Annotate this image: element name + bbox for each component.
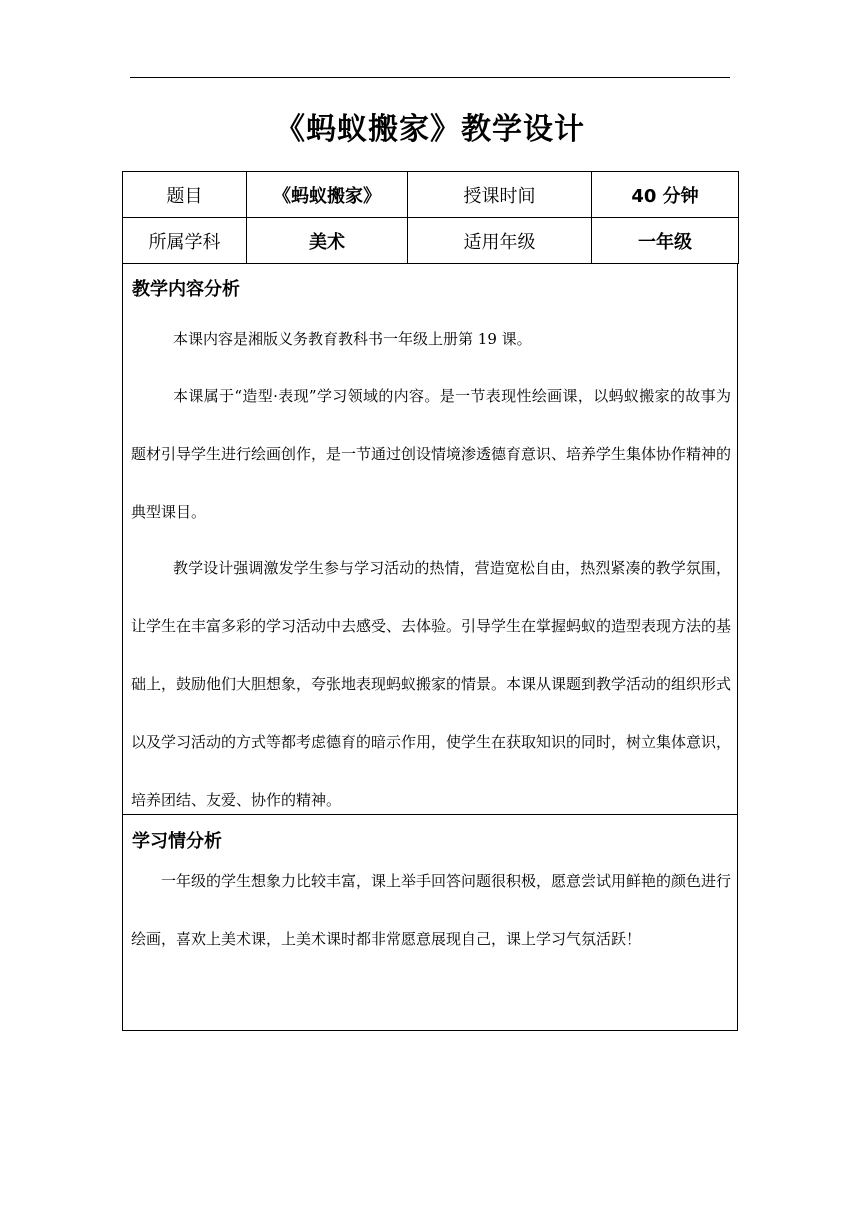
content-paragraph: 本课内容是湘版义务教育教科书一年级上册第 19 课。 [173, 330, 532, 348]
content-paragraph: 本课属于“造型·表现”学习领域的内容。是一节表现性绘画课，以蚂蚁搬家的故事为题材引导学生进行绘画创作，是一节通过创设情境渗透德育意识、培养学生集体协作精神的典型课目。 [131, 387, 732, 521]
table-row [123, 218, 739, 264]
discipline-label: 所属学科 [123, 218, 247, 264]
discipline-value: 美术 [247, 218, 408, 264]
subject-label: 题目 [123, 172, 247, 218]
grade-label: 适用年级 [408, 218, 592, 264]
subject-value: 《蚂蚁搬家》 [247, 172, 408, 218]
content-analysis-section [122, 263, 738, 815]
table-row [123, 172, 739, 218]
duration-value: 40 分钟 [592, 172, 739, 218]
info-table [122, 171, 739, 264]
document-title: 《蚂蚁搬家》教学设计 [275, 112, 585, 147]
duration-label: 授课时间 [408, 172, 592, 218]
learner-analysis-heading: 学习情分析 [132, 831, 222, 852]
content-paragraph: 教学设计强调激发学生参与学习活动的热情，营造宽松自由，热烈紧凑的教学氛围，让学生在丰富多彩的学习活动中去感受、去体验。引导学生在掌握蚂蚁的造型表现方法的基础上，鼓励他们大胆想象，夸张地表现蚂蚁搬家的情景。本课从课题到教学活动的组织形式以及学习活动的方式等都考虑德育的暗示作用，使学生在获取知识的同时，树立集体意识，培养团结、友爱、协作的精神。 [131, 559, 732, 809]
learner-analysis-section [122, 815, 738, 1031]
learner-paragraph: 一年级的学生想象力比较丰富，课上举手回答问题很积极，愿意尝试用鲜艳的颜色进行绘画，喜欢上美术课，上美术课时都非常愿意展现自己，课上学习气氛活跃！ [131, 872, 732, 948]
grade-value: 一年级 [592, 218, 739, 264]
header-rule [130, 77, 730, 78]
content-analysis-heading: 教学内容分析 [132, 279, 240, 300]
